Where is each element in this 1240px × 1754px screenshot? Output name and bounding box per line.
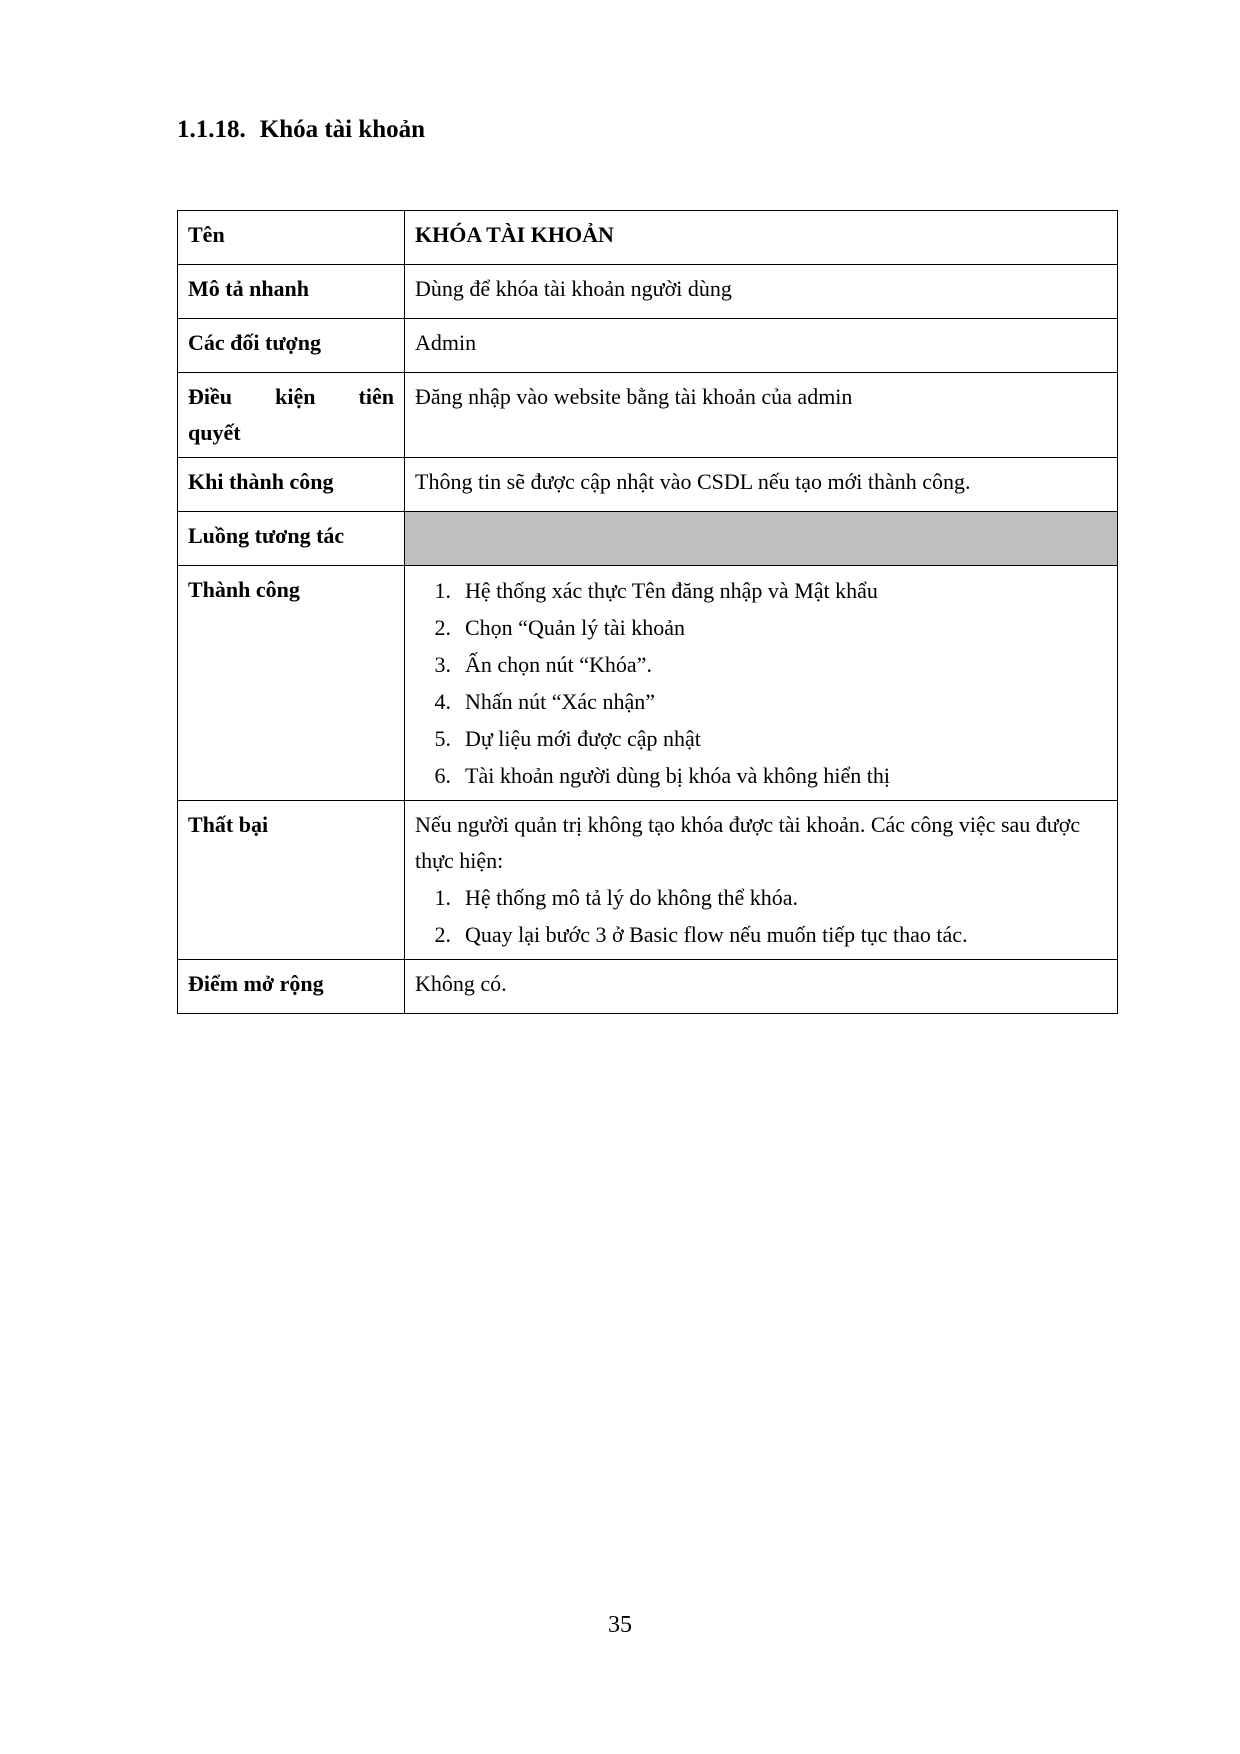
value-dieu-kien: Đăng nhập vào website bằng tài khoản của admin [405,373,1118,458]
step-number: 6. [434,763,451,788]
table-row-mo-ta [178,265,1118,319]
table-row-that-bai [178,801,1118,960]
label-khi-thanh-cong: Khi thành công [178,458,405,512]
value-ten [405,211,1118,265]
step-text: Ấn chọn nút “Khóa”. [465,652,652,677]
value-doi-tuong: Admin [405,319,1118,373]
label-luong: Luồng tương tác [178,512,405,566]
label-dieu-kien [178,373,405,458]
failure-steps-list [415,879,1107,953]
value-khi-thanh-cong: Thông tin sẽ được cập nhật vào CSDL nếu tạo mới thành công. [405,458,1118,512]
label-that-bai: Thất bại [178,801,405,960]
label-mo-rong: Điểm mở rộng [178,960,405,1014]
list-item [415,572,1107,609]
label-word-3: tiên [358,384,394,409]
use-case-title: KHÓA TÀI KHOẢN [415,222,614,247]
label-thanh-cong: Thành công [178,566,405,801]
page-number: 35 [608,1612,632,1638]
label-doi-tuong: Các đối tượng [178,319,405,373]
step-number: 1. [434,885,451,910]
table-row-khi-thanh-cong [178,458,1118,512]
value-thanh-cong [405,566,1118,801]
label-dieu-kien-line1 [188,379,394,415]
list-item [415,757,1107,794]
value-luong-shaded [405,512,1118,566]
step-number: 2. [434,615,451,640]
table-row-thanh-cong [178,566,1118,801]
step-text: Tài khoản người dùng bị khóa và không hiển thị [465,763,890,788]
label-ten: Tên [178,211,405,265]
step-number: 2. [434,922,451,947]
section-title: Khóa tài khoản [259,116,426,143]
value-that-bai [405,801,1118,960]
section-number: 1.1.18. [177,116,246,143]
step-text: Chọn “Quản lý tài khoản [465,615,685,640]
value-mo-rong: Không có. [405,960,1118,1014]
list-item [415,683,1107,720]
step-text: Dự liệu mới được cập nhật [465,726,701,751]
table-row-luong [178,512,1118,566]
step-number: 4. [434,689,451,714]
list-item [415,879,1107,916]
step-text: Nhấn nút “Xác nhận” [465,689,655,714]
label-dieu-kien-line2: quyết [188,420,241,445]
failure-intro: Nếu người quản trị không tạo khóa được tài khoản. Các công việc sau được thực hiện: [415,812,1081,873]
table-row-doi-tuong [178,319,1118,373]
step-number: 1. [434,578,451,603]
label-word-2: kiện [275,384,316,409]
label-mo-ta: Mô tả nhanh [178,265,405,319]
success-steps-list [415,572,1107,794]
table-row-dieu-kien [178,373,1118,458]
step-number: 3. [434,652,451,677]
use-case-table [177,210,1118,1014]
list-item [415,646,1107,683]
table-row-ten [178,211,1118,265]
list-item [415,916,1107,953]
step-number: 5. [434,726,451,751]
table-row-mo-rong [178,960,1118,1014]
step-text: Hệ thống mô tả lý do không thể khóa. [465,885,799,910]
step-text: Hệ thống xác thực Tên đăng nhập và Mật khẩu [465,578,878,603]
label-word-1: Điều [188,384,232,409]
list-item [415,609,1107,646]
section-heading [177,116,425,144]
value-mo-ta: Dùng để khóa tài khoản người dùng [405,265,1118,319]
list-item [415,720,1107,757]
step-text: Quay lại bước 3 ở Basic flow nếu muốn tiếp tục thao tác. [465,922,968,947]
